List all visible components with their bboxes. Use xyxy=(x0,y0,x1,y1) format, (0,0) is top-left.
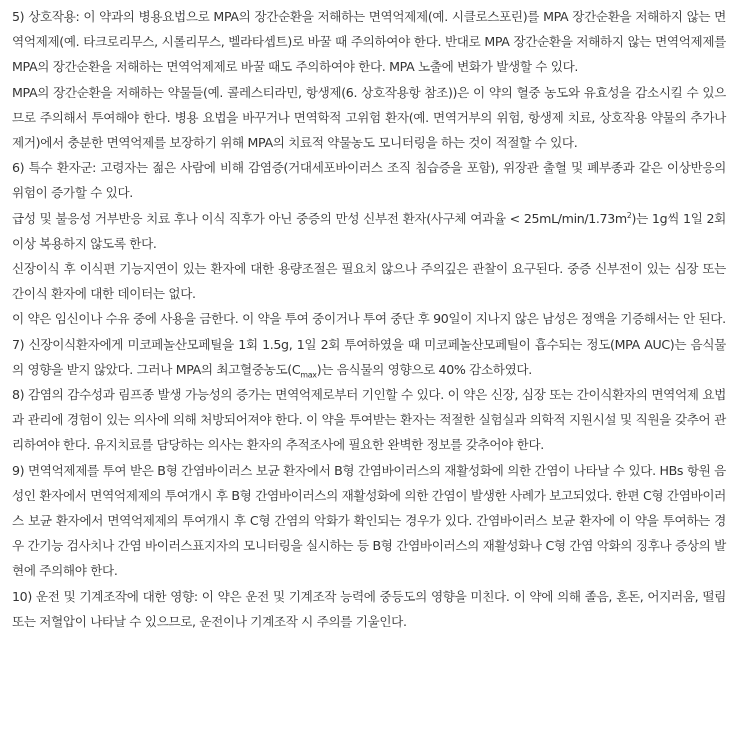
paragraph-driving: 10) 운전 및 기계조작에 대한 영향: 이 약은 운전 및 기계조작 능력에 중등도의 영향을 미친다. 이 약에 의해 졸음, 혼돈, 어지러움, 떨림 또는 저혈압이 나타날 수 있으므로, 운전이나 기계조작 시 주의를 기울인다. xyxy=(12,588,726,629)
paragraph-interactions: 5) 상호작용: 이 약과의 병용요법으로 MPA의 장간순환을 저해하는 면역억제제(예. 시클로스포린)를 MPA 장간순환을 저해하지 않는 면역억제제(예. 타크로리무스, 시롤리무스, 벨라타셉트)로 바꿀 때 주의하여야 한다. 반대로 MPA 장간순환을 저해하지 않는 면역억제제를 MPA의 장간순환을 저해하는 면역억제제로 바꿀 때도 주의하여야 한다. MPA 노출에 변화가 발생할 수 있다. xyxy=(12,9,726,75)
renal-text-start: 급성 및 불응성 거부반응 치료 후나 이식 직후가 아닌 중증의 만성 신부전 환자(사구체 여과율 < 25mL/min/1.73m xyxy=(12,210,627,226)
food-text-start: 7) 신장이식환자에게 미코페놀산모페틸을 1회 1.5g, 1일 2회 투여하였을 때 미코페놀산모페틸이 흡수되는 정도(MPA AUC)는 음식물의 영향을 받지 않았다. 그러나 MPA의 최고혈중농도(C xyxy=(12,336,726,377)
paragraph-infection-lymphoma: 8) 감염의 감수성과 림프종 발생 가능성의 증가는 면역억제로부터 기인할 수 있다. 이 약은 신장, 심장 또는 간이식환자의 면역억제 요법과 관리에 경험이 있는 의사에 의해 처방되어져야 한다. 이 약을 투여받는 환자는 적절한 실험실과 의학적 지원시설 및 직원을 갖추어 관리하여야 한다. 유지치료를 담당하는 의사는 환자의 추적조사에 필요한 완벽한 정보를 갖추어야 한다. xyxy=(12,387,726,453)
paragraph-graft-function: 신장이식 후 이식편 기능지연이 있는 환자에 대한 용량조절은 필요치 않으나 주의깊은 관찰이 요구된다. 중증 신부전이 있는 심장 또는 간이식 환자에 대한 데이터는 없다. xyxy=(12,261,726,302)
paragraph-hepatitis: 9) 면역억제제를 투여 받은 B형 간염바이러스 보균 환자에서 B형 간염바이러스의 재활성화에 의한 간염이 나타날 수 있다. HBs 항원 음성인 환자에서 면역억제제의 투여개시 후 B형 간염바이러스의 재활성화에 의한 간염이 발생한 사례가 보고되었다. 한편 C형 간염바이러스 보균 환자에서 면역억제제의 투여개시 후 C형 간염의 악화가 확인되는 경우가 있다. 간염바이러스 보균 환자에 이 약을 투여하는 경우 간기능 검사치나 간염 바이러스표지자의 모니터링을 실시하는 등 B형 간염바이러스의 재활성화나 C형 간염 악화의 징후나 증상의 발현에 주의해야 한다. xyxy=(12,462,726,579)
paragraph-special-populations: 6) 특수 환자군: 고령자는 젊은 사람에 비해 감염증(거대세포바이러스 조직 침습증을 포함), 위장관 출혈 및 폐부종과 같은 이상반응의 위험이 증가할 수 있다. xyxy=(12,160,726,201)
superscript-2: 2 xyxy=(626,210,632,220)
subscript-max: max xyxy=(300,370,317,380)
food-text-end: )는 음식물의 영향으로 40% 감소하였다. xyxy=(316,361,532,377)
paragraph-enterohepatic-drugs: MPA의 장간순환을 저해하는 약물들(예. 콜레스티라민, 항생제(6. 상호작용항 참조))은 이 약의 혈중 농도와 유효성을 감소시킬 수 있으므로 주의해서 투여해야 한다. 병용 요법을 바꾸거나 면역학적 고위험 환자(예. 면역거부의 위험, 항생제 치료, 상호작용 약물의 추가나 제거)에서 충분한 면역억제를 보장하기 위해 MPA의 치료적 약물농도 모니터링을 하는 것이 적절할 수 있다. xyxy=(12,84,726,151)
renal-text-end: )는 1g씩 1일 2회 이상 복용하지 않도록 한다. xyxy=(12,210,726,251)
paragraph-renal-failure xyxy=(12,206,726,256)
paragraph-food-effect xyxy=(12,332,726,382)
paragraph-pregnancy: 이 약은 임신이나 수유 중에 사용을 금한다. 이 약을 투여 중이거나 투여 중단 후 90일이 지나지 않은 남성은 정액을 기증해서는 안 된다. xyxy=(12,311,726,327)
